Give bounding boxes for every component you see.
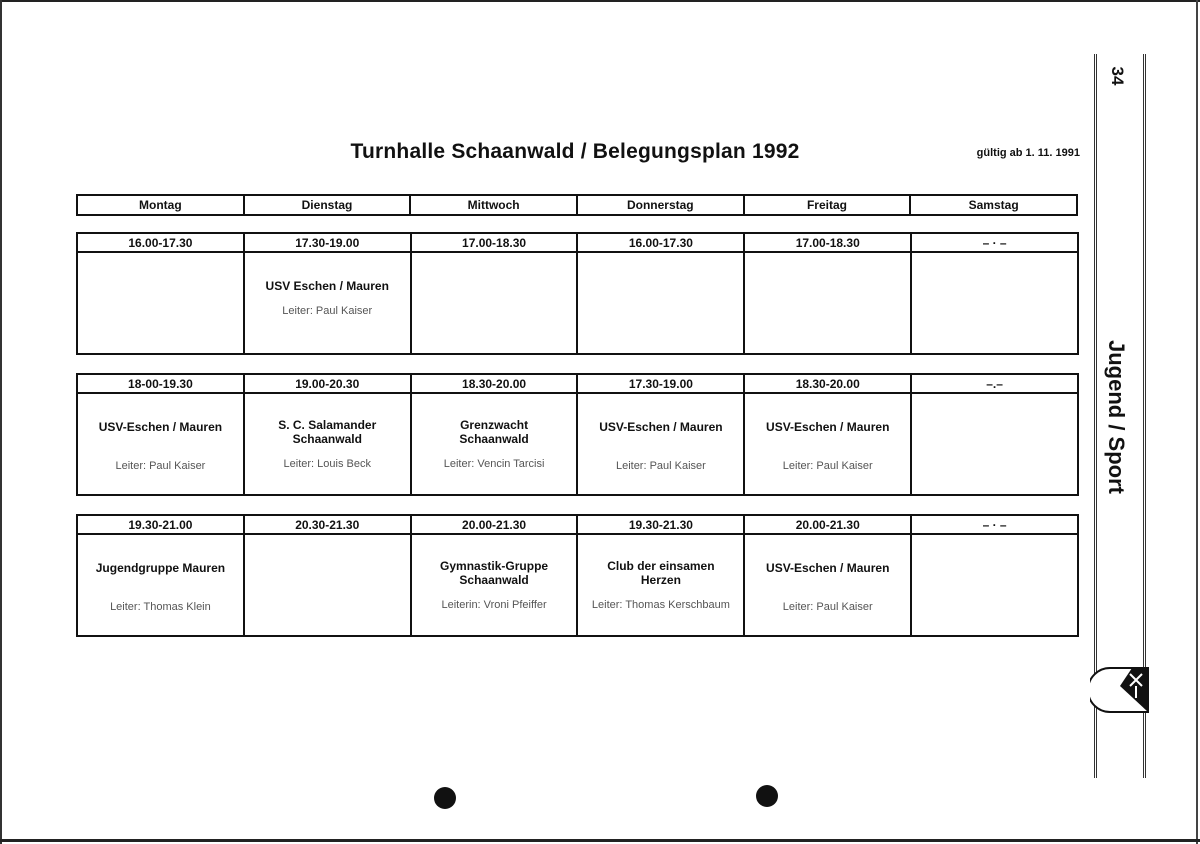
time-slot: 17.00-18.30: [411, 233, 578, 252]
club-name: USV Eschen / Mauren: [265, 279, 389, 293]
day-wednesday: Mittwoch: [410, 195, 577, 215]
leader-name: Leiterin: Vroni Pfeiffer: [441, 599, 547, 611]
leader-name: Leiter: Thomas Klein: [110, 601, 211, 613]
time-slot: 18.30-20.00: [744, 374, 911, 393]
page-title: Turnhalle Schaanwald / Belegungsplan 1992: [350, 140, 800, 163]
club-name: USV-Eschen / Mauren: [766, 561, 890, 575]
weekday-header: [76, 194, 1078, 216]
punch-hole: [434, 787, 456, 809]
time-slot: 20.30-21.30: [244, 515, 411, 534]
day-friday: Freitag: [744, 195, 911, 215]
coat-of-arms-icon: [1090, 664, 1150, 714]
time-slot: 19.30-21.00: [77, 515, 244, 534]
valid-from-date: gültig ab 1. 11. 1991: [976, 147, 1080, 159]
booking-cell: [911, 393, 1078, 495]
leader-name: Leiter: Paul Kaiser: [615, 460, 706, 472]
leader-name: Leiter: Vencin Tarcisi: [443, 458, 545, 470]
time-slot: 19.30-21.30: [577, 515, 744, 534]
day-tuesday: Dienstag: [244, 195, 411, 215]
club-name: Jugendgruppe Mauren: [95, 561, 226, 575]
leader-name: Leiter: Paul Kaiser: [782, 601, 873, 613]
time-slot: 20.00-21.30: [744, 515, 911, 534]
time-slot: 19.00-20.30: [244, 374, 411, 393]
page-number: 34: [1108, 66, 1127, 86]
time-slot: – · –: [911, 233, 1078, 252]
booking-cell: [244, 393, 411, 495]
club-name: USV-Eschen / Mauren: [98, 420, 223, 434]
booking-cell: [911, 534, 1078, 636]
booking-cell: [577, 252, 744, 354]
booking-cell: [911, 252, 1078, 354]
booking-cell: [577, 534, 744, 636]
time-slot: –.–: [911, 374, 1078, 393]
leader-name: Leiter: Paul Kaiser: [282, 305, 373, 317]
club-name: Grenzwacht Schaanwald: [459, 418, 529, 446]
leader-name: Leiter: Thomas Kerschbaum: [591, 599, 730, 611]
booking-cell: [77, 252, 244, 354]
leader-name: Leiter: Paul Kaiser: [782, 460, 873, 472]
club-name: Club der einsamen Herzen: [607, 559, 715, 587]
time-slot: 17.30-19.00: [577, 374, 744, 393]
page-edge-left: [0, 0, 2, 844]
time-slot: 20.00-21.30: [411, 515, 578, 534]
time-slot: – · –: [911, 515, 1078, 534]
booking-cell: [77, 534, 244, 636]
day-monday: Montag: [77, 195, 244, 215]
page-edge-top: [0, 0, 1200, 2]
schedule-block-1: [76, 232, 1079, 355]
booking-cell: [744, 393, 911, 495]
day-saturday: Samstag: [910, 195, 1077, 215]
schedule-block-3: [76, 514, 1079, 637]
booking-cell: [411, 252, 578, 354]
booking-cell: [744, 252, 911, 354]
club-name: USV-Eschen / Mauren: [599, 420, 723, 434]
club-name: S. C. Salamander Schaanwald: [278, 418, 377, 446]
page-edge-right: [1196, 0, 1198, 844]
page-edge-bottom: [0, 839, 1200, 842]
booking-cell: [411, 393, 578, 495]
leader-name: Leiter: Paul Kaiser: [115, 460, 206, 472]
leader-name: Leiter: Louis Beck: [283, 458, 371, 470]
time-slot: 16.00-17.30: [77, 233, 244, 252]
time-slot: 17.30-19.00: [244, 233, 411, 252]
booking-cell: [744, 534, 911, 636]
time-slot: 16.00-17.30: [577, 233, 744, 252]
club-name: USV-Eschen / Mauren: [766, 420, 890, 434]
section-title: Jugend / Sport: [1104, 340, 1129, 494]
booking-cell: [577, 393, 744, 495]
time-slot: 18.30-20.00: [411, 374, 578, 393]
time-slot: 17.00-18.30: [744, 233, 911, 252]
punch-hole: [756, 785, 778, 807]
booking-cell: [77, 393, 244, 495]
booking-cell: [411, 534, 578, 636]
day-thursday: Donnerstag: [577, 195, 744, 215]
booking-cell: [244, 252, 411, 354]
booking-cell: [244, 534, 411, 636]
time-slot: 18-00-19.30: [77, 374, 244, 393]
schedule-block-2: [76, 373, 1079, 496]
club-name: Gymnastik-Gruppe Schaanwald: [440, 559, 549, 587]
